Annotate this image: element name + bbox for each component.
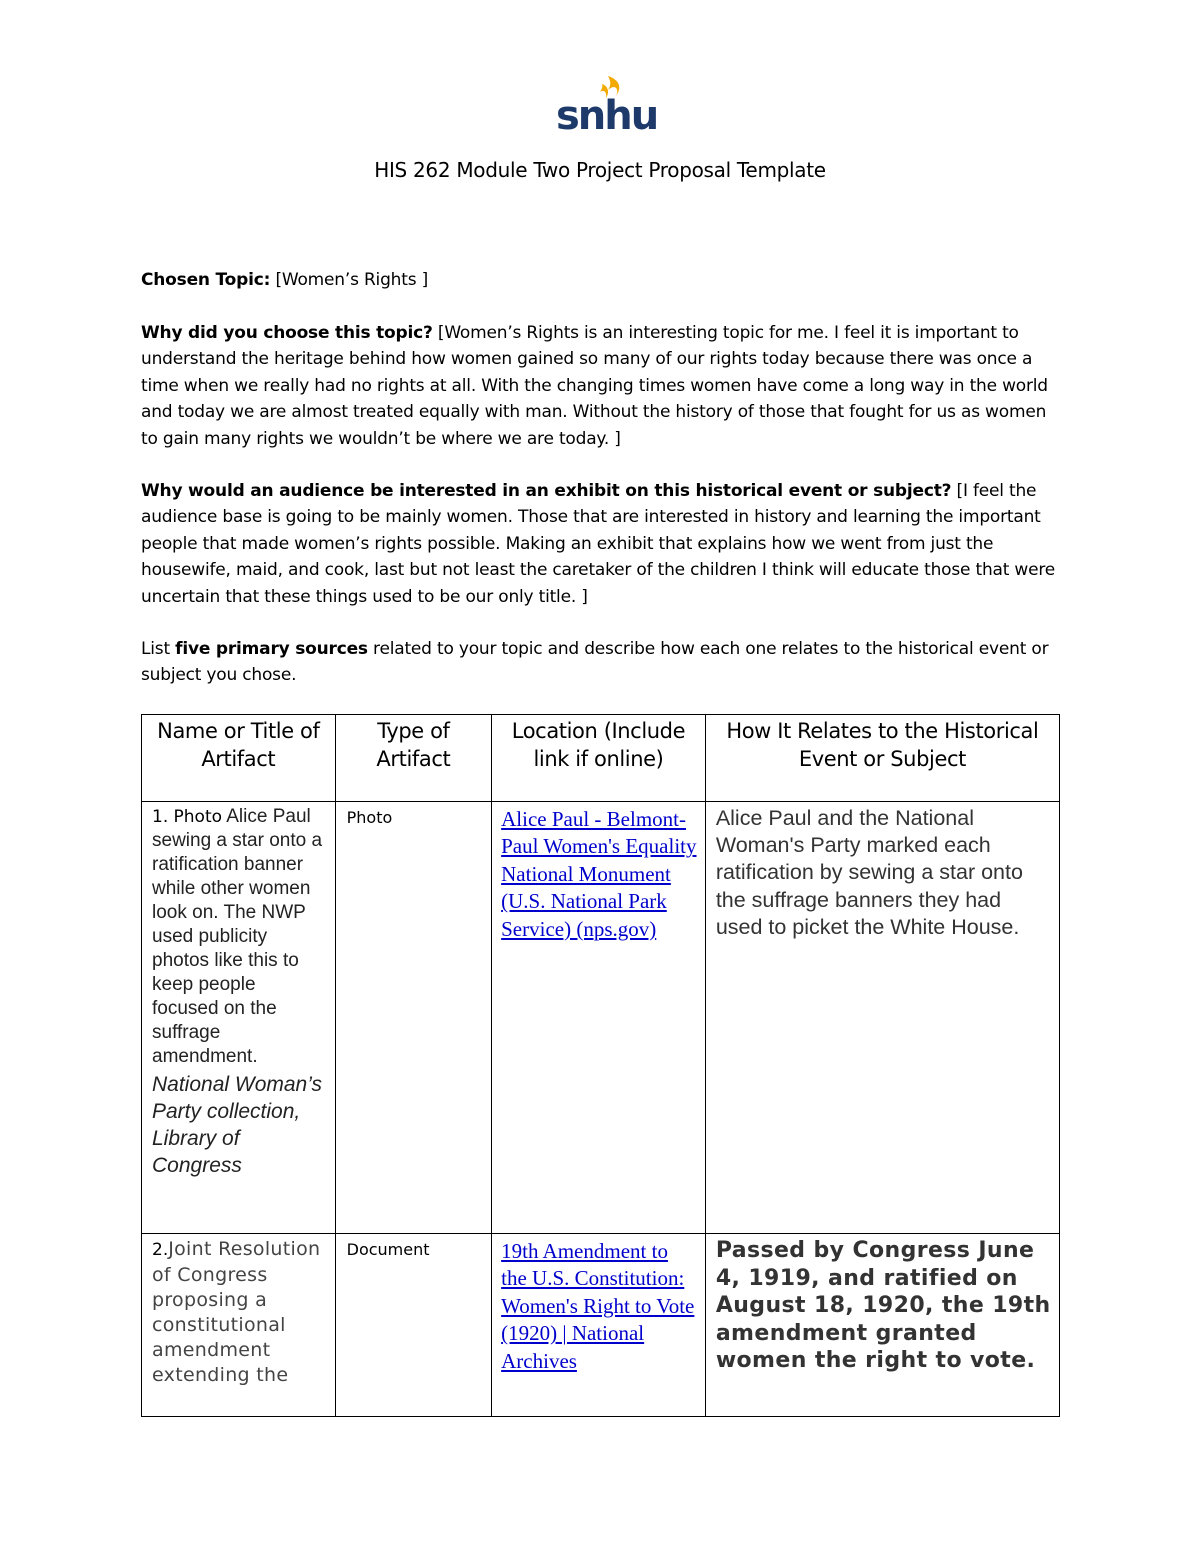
primary-sources-table — [141, 714, 1060, 1417]
table-header-row — [142, 715, 1060, 802]
artifact-relation: Alice Paul and the National Woman's Party marked each ratification by sewing a star onto the suffrage banners they had used to picket the White House. — [705, 802, 1059, 1234]
list-intro-bold: five primary sources — [175, 639, 368, 659]
list-intro — [141, 636, 1061, 689]
artifact-type: Document — [335, 1234, 492, 1417]
artifact-name-cell — [142, 802, 336, 1234]
artifact-name: Alice Paul sewing a star onto a ratification banner while other women look on. The NWP used publicity photos like this to keep people focused on the suffrage amendment. — [152, 806, 323, 1067]
header-relation: How It Relates to the Historical Event or Subject — [705, 715, 1059, 802]
list-intro-post: related to your topic and describe how each one relates to the historical event or subject you chose. — [141, 639, 1049, 686]
table-row — [142, 1234, 1060, 1417]
why-topic-answer: [Women’s Rights is an interesting topic for me. I feel it is important to understand the heritage behind how women gained so many of our rights today because there was once a time when we really had no rights at all. With the changing times women have come a long way in the world and today we are almost treated equally with man. Without the history of those that fought for us as women to gain many rights we wouldn’t be where we are today. ] — [141, 323, 1048, 449]
why-audience-label: Why would an audience be interested in an exhibit on this historical event or subject? — [141, 481, 952, 501]
why-audience-paragraph — [141, 478, 1061, 610]
chosen-topic-value: [Women’s Rights ] — [275, 270, 429, 290]
artifact-source: National Woman’s Party collection, Library of Congress — [152, 1073, 323, 1177]
artifact-name: Joint Resolution of Congress proposing a constitutional amendment extending the — [152, 1238, 321, 1386]
artifact-relation: Passed by Congress June 4, 1919, and ratified on August 18, 1920, the 19th amendment granted women the right to vote. — [705, 1234, 1059, 1417]
snhu-logo — [556, 74, 658, 139]
row-number: 2. — [152, 1240, 169, 1260]
list-intro-pre: List — [141, 639, 176, 659]
why-topic-paragraph — [141, 320, 1061, 452]
document-title: HIS 262 Module Two Project Proposal Template — [374, 158, 826, 182]
chosen-topic — [141, 267, 1061, 293]
row-number: 1. — [152, 807, 169, 827]
why-topic-label: Why did you choose this topic? — [141, 323, 433, 343]
svg-text:snhu: snhu — [556, 93, 658, 139]
artifact-location-cell — [492, 1234, 706, 1417]
artifact-location-cell — [492, 802, 706, 1234]
name-prefix: Photo — [173, 807, 223, 827]
artifact-type: Photo — [335, 802, 492, 1234]
table-row — [142, 802, 1060, 1234]
location-link[interactable]: 19th Amendment to the U.S. Constitution: Women's Right to Vote (1920) | National Archives — [501, 1239, 695, 1373]
chosen-topic-label: Chosen Topic: — [141, 270, 271, 290]
header-type: Type of Artifact — [335, 715, 492, 802]
location-link[interactable]: Alice Paul - Belmont-Paul Women's Equality National Monument (U.S. National Park Service) (nps.gov) — [501, 807, 697, 941]
header-location: Location (Include link if online) — [492, 715, 706, 802]
header-name: Name or Title of Artifact — [142, 715, 336, 802]
why-audience-answer: [I feel the audience base is going to be mainly women. Those that are interested in history and learning the important people that made women’s rights possible. Making an exhibit that explains how we went from just the housewife, maid, and cook, last but not least the caretaker of the children I think will educate those that were uncertain that these things used to be our only title. ] — [141, 481, 1056, 607]
artifact-name-cell — [142, 1234, 336, 1417]
